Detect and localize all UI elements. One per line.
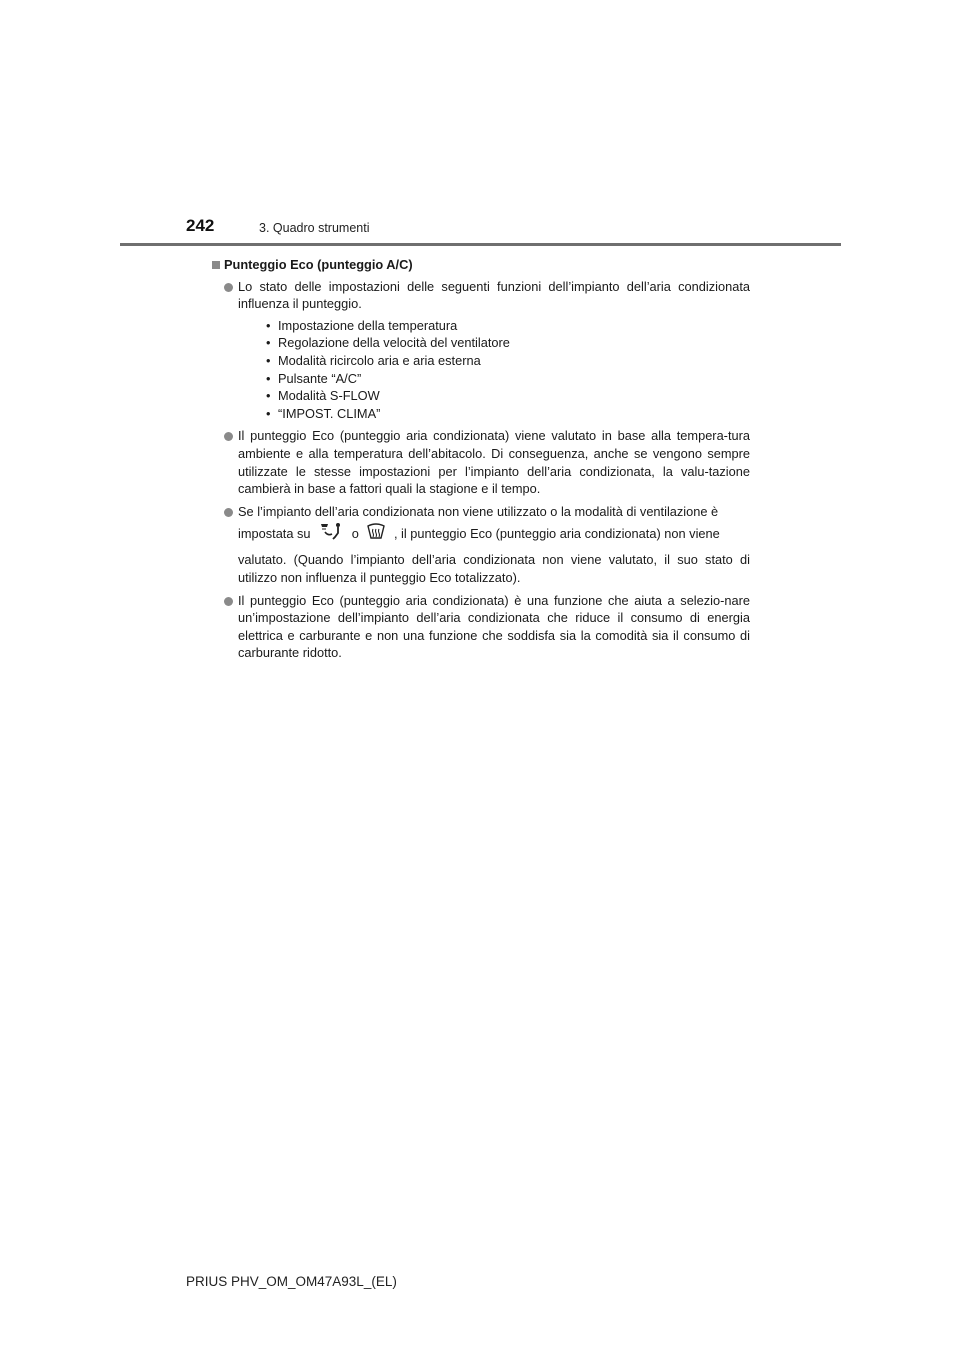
paragraph-eco-function xyxy=(212,592,750,662)
windshield-feet-airflow-icon xyxy=(318,522,344,551)
document-code: PRIUS PHV_OM_OM47A93L_(EL) xyxy=(186,1274,397,1289)
header-divider xyxy=(120,243,841,246)
settings-list xyxy=(238,317,750,423)
paragraph-text: o xyxy=(351,526,359,542)
circle-bullet-icon xyxy=(224,508,233,517)
circle-bullet-icon xyxy=(224,432,233,441)
paragraph-text: , il punteggio Eco (punteggio aria condizionata) non viene xyxy=(393,526,720,542)
page-number: 242 xyxy=(186,216,215,235)
vent-mode-line xyxy=(238,520,750,551)
paragraph-vent-mode xyxy=(212,503,750,587)
paragraph-text: Il punteggio Eco (punteggio aria condizionata) viene valutato in base alla tempera-tura ambiente e alla temperatura dell’abitacolo. Di conseguenza, anche se vengono sempre utilizzate le stesse impostazioni per l’impianto dell’aria condizionata, la valu-tazione cambierà in base a fattori quali la stagione e il tempo. xyxy=(238,428,750,497)
windshield-defroster-icon xyxy=(366,522,386,551)
list-item: • “IMPOST. CLIMA” xyxy=(266,405,750,423)
page-content xyxy=(212,256,750,667)
paragraph-evaluation xyxy=(212,427,750,497)
chapter-title: 3. Quadro strumenti xyxy=(259,221,370,235)
circle-bullet-icon xyxy=(224,283,233,292)
list-item: • Modalità S-FLOW xyxy=(266,387,750,405)
paragraph-text: Il punteggio Eco (punteggio aria condizionata) è una funzione che aiuta a selezio-nare un’impostazione dell’impianto dell’aria condizionata che riduce il consumo di energia elettrica e carburante e non una funzione che soddisfa sia la comodità sia il consumo di carburante ridotto. xyxy=(238,592,750,661)
list-item: • Impostazione della temperatura xyxy=(266,317,750,335)
list-item: • Regolazione della velocità del ventilatore xyxy=(266,334,750,352)
paragraph-text: impostata su xyxy=(238,526,311,542)
square-bullet-icon xyxy=(212,261,220,269)
section-title: Punteggio Eco (punteggio A/C) xyxy=(224,257,413,272)
page-header xyxy=(0,0,960,250)
paragraph-text: valutato. (Quando l’impianto dell’aria condizionata non viene valutato, il suo stato di utilizzo non influenza il punteggio Eco totalizzato). xyxy=(238,552,750,585)
paragraph-text: Lo stato delle impostazioni delle seguenti funzioni dell’impianto dell’aria condizionata influenza il punteggio. xyxy=(238,278,750,312)
section-heading xyxy=(212,256,750,274)
list-item: • Modalità ricircolo aria e aria esterna xyxy=(266,352,750,370)
circle-bullet-icon xyxy=(224,597,233,606)
list-item: • Pulsante “A/C” xyxy=(266,370,750,388)
paragraph-settings xyxy=(212,278,750,423)
paragraph-text: Se l’impianto dell’aria condizionata non viene utilizzato o la modalità di ventilazione è xyxy=(238,503,719,519)
